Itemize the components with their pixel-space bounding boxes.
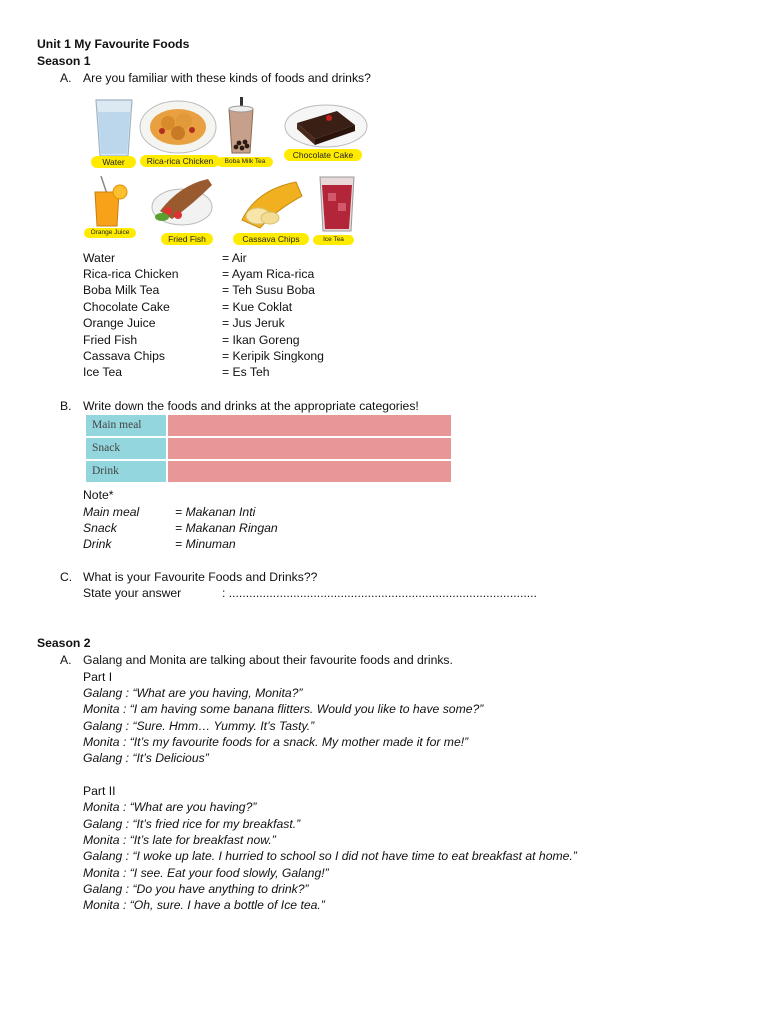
dialogue-line: Monita : “It’s late for breakfast now.” bbox=[83, 833, 276, 847]
label-boba-tea: Boba Milk Tea bbox=[217, 157, 273, 167]
vocab-en: Cassava Chips bbox=[83, 349, 165, 363]
rica-chicken-icon bbox=[138, 99, 218, 155]
answer-drink[interactable] bbox=[168, 461, 451, 482]
label-orange-juice: Orange Juice bbox=[84, 228, 136, 238]
vocab-en: Fried Fish bbox=[83, 333, 138, 347]
dialogue-line: Galang : “It’s fried rice for my breakfast.” bbox=[83, 817, 301, 831]
part1-label: Part I bbox=[83, 670, 113, 684]
ice-tea-icon bbox=[318, 175, 356, 233]
season1-heading: Season 1 bbox=[37, 54, 91, 68]
label-fried-fish: Fried Fish bbox=[161, 233, 213, 245]
section-c-question: What is your Favourite Foods and Drinks?? bbox=[83, 570, 318, 584]
vocab-id: = Kue Coklat bbox=[222, 300, 293, 314]
chocolate-cake-icon bbox=[283, 99, 369, 149]
vocab-en: Rica-rica Chicken bbox=[83, 267, 179, 281]
answer-snack[interactable] bbox=[168, 438, 451, 459]
label-rica-chicken: Rica-rica Chicken bbox=[140, 155, 220, 167]
note-term: Main meal bbox=[83, 505, 140, 519]
vocab-id: = Ayam Rica-rica bbox=[222, 267, 315, 281]
note-meaning: = Makanan Inti bbox=[175, 505, 256, 519]
answer-label: State your answer bbox=[83, 586, 182, 600]
note-meaning: = Minuman bbox=[175, 537, 236, 551]
dialogue-line: Monita : “I see. Eat your food slowly, Galang!” bbox=[83, 866, 329, 880]
vocab-id: = Teh Susu Boba bbox=[222, 283, 315, 297]
season2-a-marker: A. bbox=[60, 653, 72, 667]
orange-juice-icon bbox=[89, 174, 129, 228]
note-term: Drink bbox=[83, 537, 112, 551]
category-main-meal: Main meal bbox=[86, 415, 166, 436]
label-chocolate-cake: Chocolate Cake bbox=[284, 149, 362, 161]
page-title: Unit 1 My Favourite Foods bbox=[37, 37, 190, 51]
section-b-marker: B. bbox=[60, 399, 72, 413]
dialogue-line: Monita : “Oh, sure. I have a bottle of Ice tea.” bbox=[83, 898, 325, 912]
fried-fish-icon bbox=[150, 175, 218, 229]
vocab-id: = Air bbox=[222, 251, 247, 265]
vocab-en: Orange Juice bbox=[83, 316, 156, 330]
note-meaning: = Makanan Ringan bbox=[175, 521, 278, 535]
dialogue-line: Monita : “It’s my favourite foods for a snack. My mother made it for me!” bbox=[83, 735, 469, 749]
vocab-en: Water bbox=[83, 251, 116, 265]
category-drink: Drink bbox=[86, 461, 166, 482]
season2-intro: Galang and Monita are talking about their favourite foods and drinks. bbox=[83, 653, 453, 667]
answer-line[interactable]: : ........................................................................................... bbox=[222, 586, 537, 600]
label-ice-tea: Ice Tea bbox=[313, 235, 354, 245]
vocab-id: = Keripik Singkong bbox=[222, 349, 324, 363]
note-label: Note* bbox=[83, 488, 114, 502]
section-c-marker: C. bbox=[60, 570, 73, 584]
dialogue-line: Galang : “Sure. Hmm… Yummy. It’s Tasty.” bbox=[83, 719, 315, 733]
vocab-id: = Jus Jeruk bbox=[222, 316, 285, 330]
dialogue-line: Galang : “It’s Delicious” bbox=[83, 751, 209, 765]
note-term: Snack bbox=[83, 521, 117, 535]
water-glass-icon bbox=[94, 98, 134, 158]
vocab-id: = Ikan Goreng bbox=[222, 333, 300, 347]
category-snack: Snack bbox=[86, 438, 166, 459]
cassava-chips-icon bbox=[236, 180, 306, 230]
dialogue-line: Galang : “I woke up late. I hurried to school so I did not have time to eat breakfast at home.” bbox=[83, 849, 577, 863]
section-b-instruction: Write down the foods and drinks at the appropriate categories! bbox=[83, 399, 419, 413]
label-cassava-chips: Cassava Chips bbox=[233, 233, 309, 245]
dialogue-line: Galang : “Do you have anything to drink?” bbox=[83, 882, 309, 896]
dialogue-line: Galang : “What are you having, Monita?” bbox=[83, 686, 303, 700]
part2-label: Part II bbox=[83, 784, 116, 798]
section-a-marker: A. bbox=[60, 71, 72, 85]
season2-heading: Season 2 bbox=[37, 636, 91, 650]
vocab-en: Boba Milk Tea bbox=[83, 283, 160, 297]
section-a-question: Are you familiar with these kinds of foods and drinks? bbox=[83, 71, 371, 85]
label-water: Water bbox=[91, 156, 136, 168]
vocab-en: Chocolate Cake bbox=[83, 300, 170, 314]
dialogue-line: Monita : “I am having some banana flitters. Would you like to have some?” bbox=[83, 702, 484, 716]
dialogue-line: Monita : “What are you having?” bbox=[83, 800, 257, 814]
vocab-en: Ice Tea bbox=[83, 365, 123, 379]
vocab-id: = Es Teh bbox=[222, 365, 270, 379]
boba-tea-icon bbox=[225, 97, 257, 155]
answer-main-meal[interactable] bbox=[168, 415, 451, 436]
